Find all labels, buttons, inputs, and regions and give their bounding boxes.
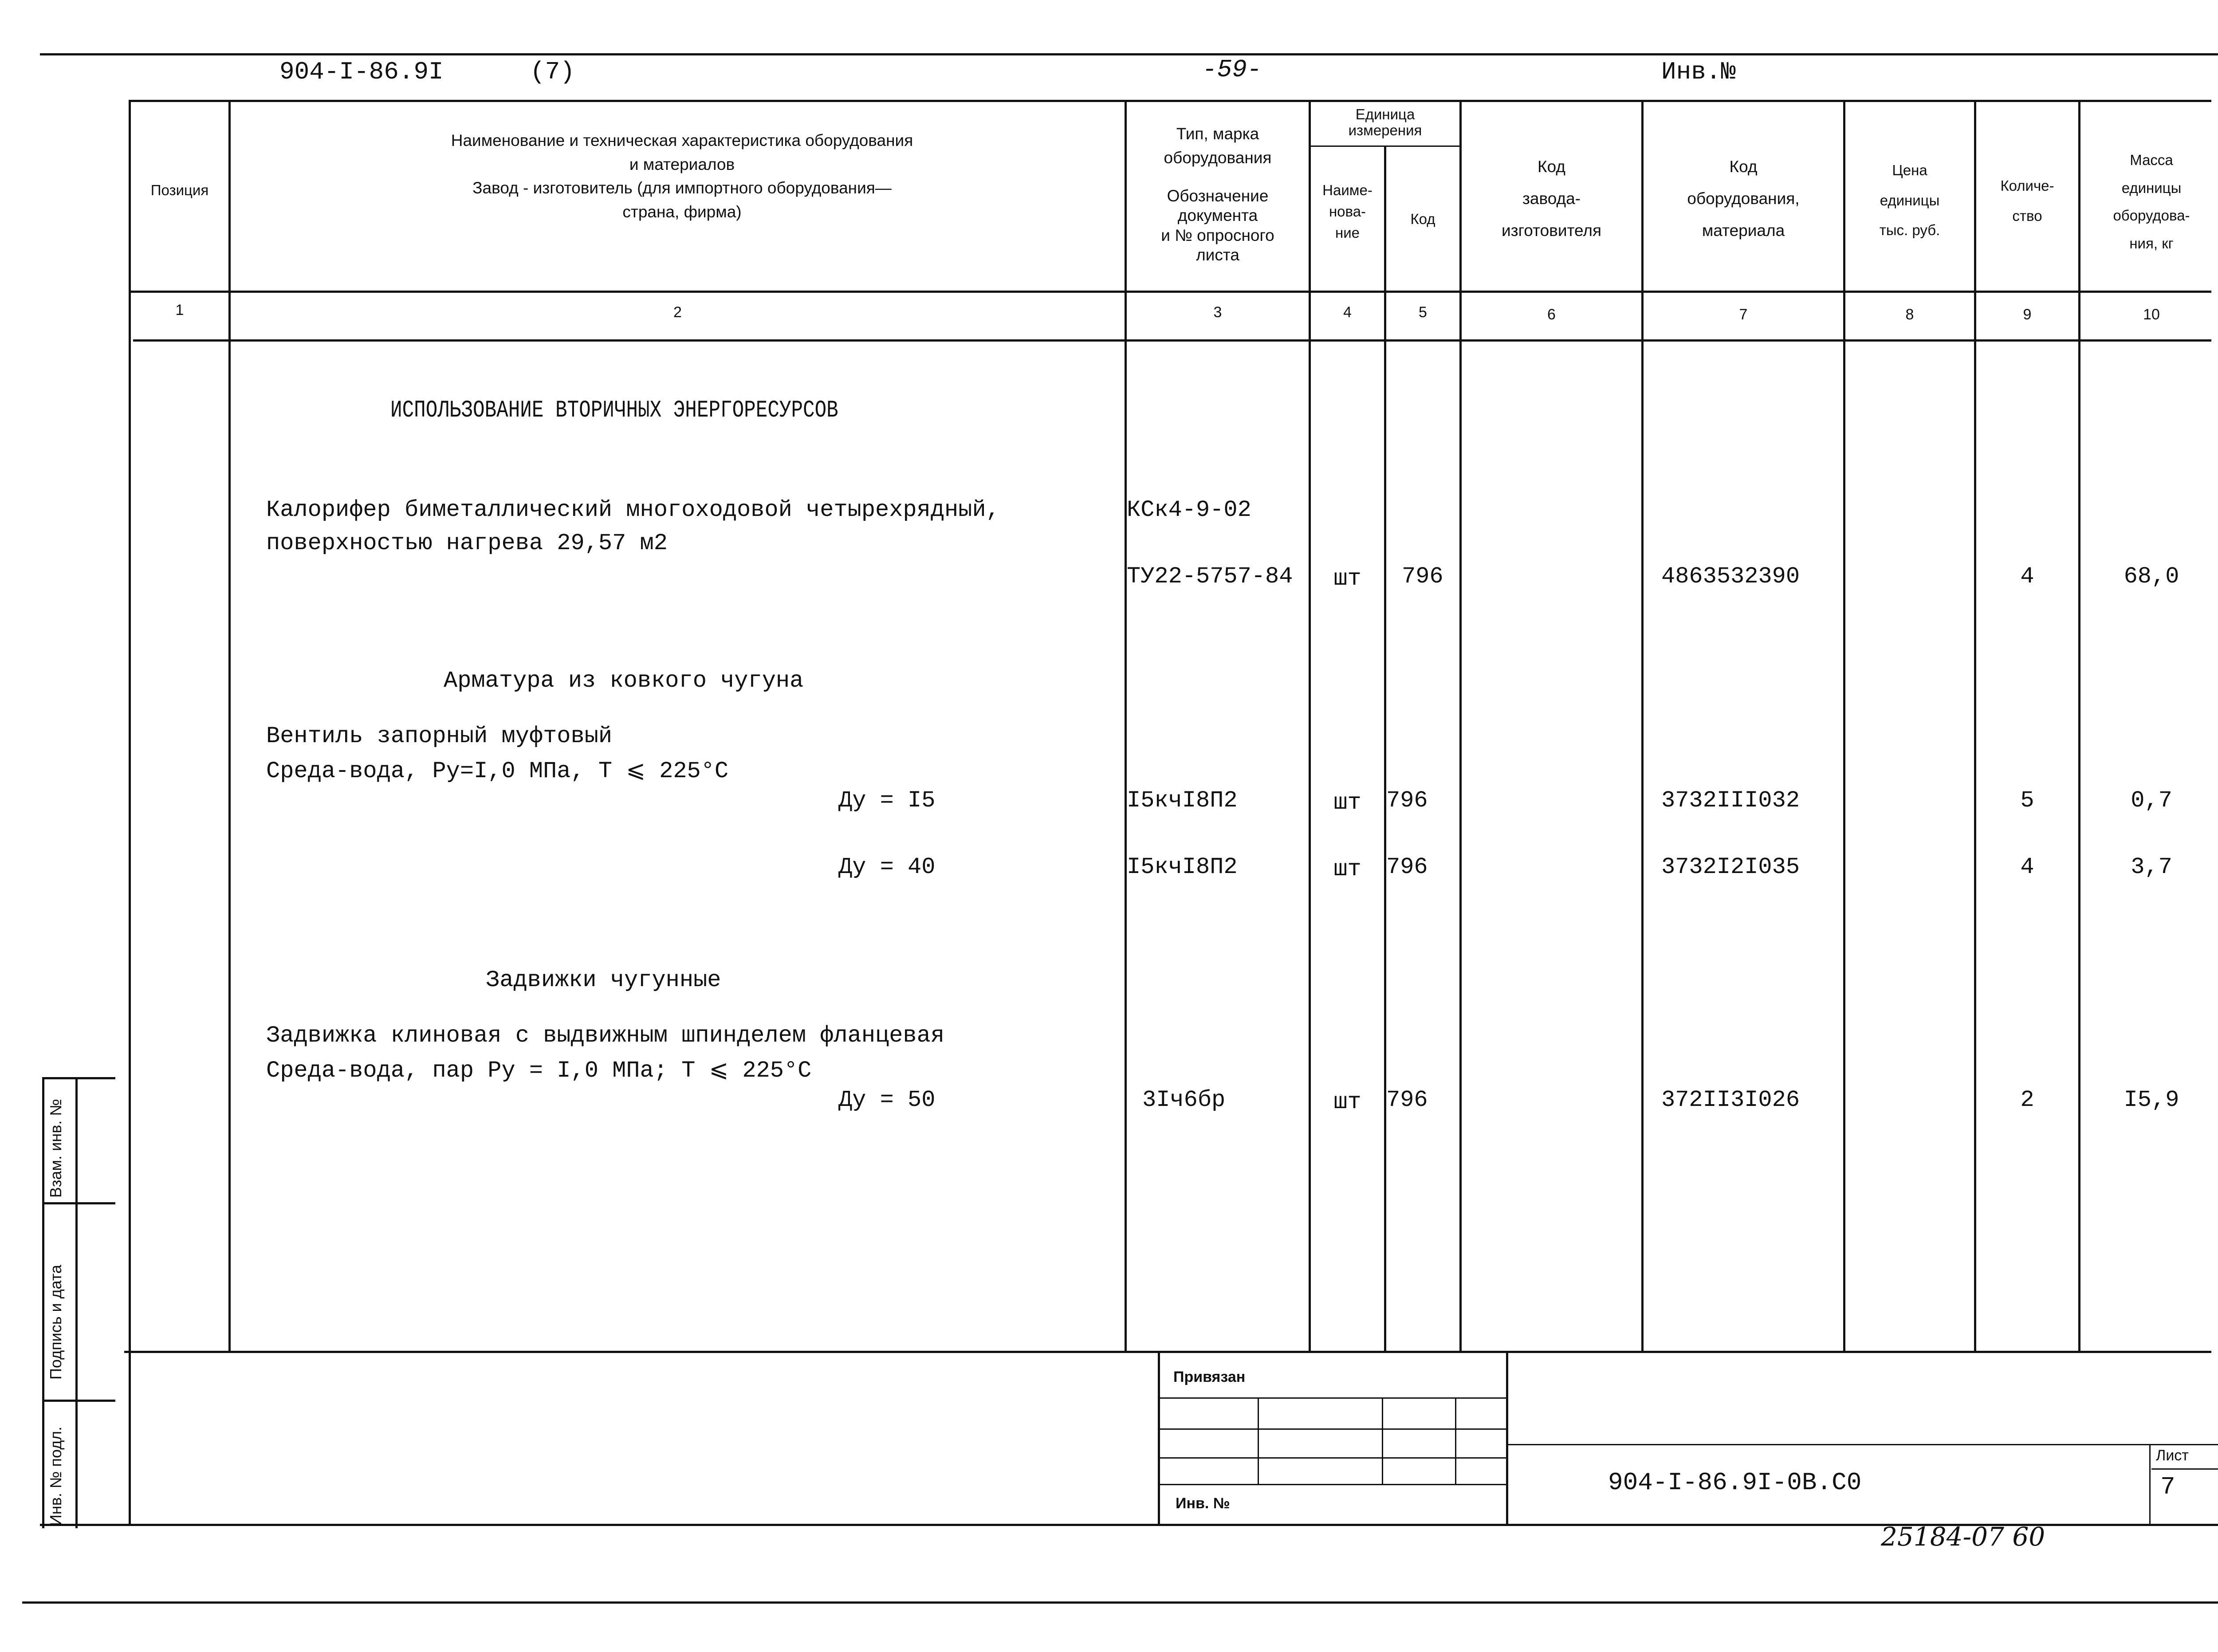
title-block-right-line bbox=[1506, 1353, 1508, 1526]
item-nominal-size: Ду = 40 bbox=[838, 854, 936, 880]
document-part: (7) bbox=[530, 58, 575, 86]
table-bottom-line bbox=[124, 1351, 2211, 1353]
col-line-6 bbox=[1459, 100, 1462, 1353]
group-title: Задвижки чугунные bbox=[486, 967, 721, 993]
item-equipment-code: 3732I2I035 bbox=[1661, 854, 1800, 880]
side-stamp-left-line bbox=[42, 1078, 44, 1528]
item-description: Вентиль запорный муфтовый bbox=[266, 723, 613, 749]
title-block-col-line bbox=[1455, 1397, 1456, 1484]
side-stamp-signature-date: Подпись и дата bbox=[47, 1265, 65, 1380]
side-stamp-divider bbox=[42, 1202, 115, 1204]
header-document: Обозначение документа и № опросного листа bbox=[1161, 187, 1274, 264]
item-description: поверхностью нагрева 29,57 м2 bbox=[266, 530, 668, 556]
column-number: 1 bbox=[175, 302, 184, 319]
col-line-4 bbox=[1309, 100, 1311, 1353]
attached-label: Привязан bbox=[1173, 1369, 1246, 1385]
item-equipment-code: 372II3I026 bbox=[1661, 1087, 1800, 1113]
sheet-number: 7 bbox=[2160, 1473, 2175, 1501]
item-type: КСк4-9-02 bbox=[1127, 497, 1251, 523]
column-number: 6 bbox=[1547, 306, 1556, 323]
header-factory-code: Код завода- изготовителя bbox=[1501, 157, 1602, 240]
item-unit: шт bbox=[1333, 856, 1361, 882]
item-unit-code: 796 bbox=[1402, 563, 1443, 590]
item-description: Среда-вода, Ру=I,0 МПа, Т ⩽ 225°С bbox=[266, 758, 729, 784]
item-type: I5кчI8П2 bbox=[1127, 787, 1238, 814]
item-mass: 3,7 bbox=[2131, 854, 2172, 880]
title-block-row-line bbox=[1160, 1428, 1506, 1430]
item-mass: 0,7 bbox=[2131, 787, 2172, 814]
designation-top-line bbox=[1508, 1444, 2218, 1445]
item-quantity: 5 bbox=[2020, 787, 2034, 814]
side-stamp-inner-line bbox=[75, 1078, 78, 1528]
item-document: ТУ22-5757-84 bbox=[1127, 563, 1293, 590]
col-line-5 bbox=[1384, 146, 1386, 1353]
title-block-row-line bbox=[1160, 1457, 1506, 1459]
column-number: 7 bbox=[1739, 306, 1748, 323]
side-stamp-divider bbox=[42, 1400, 115, 1402]
column-number: 8 bbox=[1905, 306, 1914, 323]
header-mass: Масса единицы оборудова- ния, кг bbox=[2113, 152, 2190, 252]
item-mass: I5,9 bbox=[2124, 1087, 2179, 1113]
item-unit-code: 796 bbox=[1386, 787, 1428, 814]
item-description: Задвижка клиновая с выдвижным шпинделем фланцевая bbox=[266, 1023, 945, 1049]
item-description: Калорифер биметаллический многоходовой четырехрядный, bbox=[266, 497, 1000, 523]
sheet-label: Лист bbox=[2156, 1447, 2189, 1464]
col-line-9 bbox=[1974, 100, 1976, 1353]
section-title: ИСПОЛЬЗОВАНИЕ ВТОРИЧНЫХ ЭНЕРГОРЕСУРСОВ bbox=[390, 397, 838, 424]
page-number: -59- bbox=[1202, 55, 1262, 84]
item-type: 3Iч6бр bbox=[1142, 1087, 1226, 1113]
item-unit: шт bbox=[1333, 1089, 1361, 1115]
handwritten-note: 25184-07 60 bbox=[1881, 1522, 2045, 1552]
header-bottom-line bbox=[129, 291, 2211, 293]
column-number: 10 bbox=[2143, 306, 2160, 323]
item-nominal-size: Ду = 50 bbox=[838, 1087, 936, 1113]
col-line-7 bbox=[1641, 100, 1644, 1353]
col-line-8 bbox=[1843, 100, 1845, 1353]
item-nominal-size: Ду = I5 bbox=[838, 787, 936, 814]
side-stamp-top-line bbox=[42, 1077, 115, 1079]
unit-group-line bbox=[1311, 146, 1459, 147]
title-block-col-line bbox=[1258, 1397, 1259, 1484]
column-number: 3 bbox=[1213, 304, 1222, 321]
item-quantity: 4 bbox=[2020, 563, 2034, 590]
item-equipment-code: 3732III032 bbox=[1661, 787, 1800, 814]
header-unit-code: Код bbox=[1410, 211, 1435, 227]
item-unit: шт bbox=[1333, 790, 1361, 816]
title-block-row-line bbox=[1160, 1484, 1506, 1485]
header-type: Тип, марка оборудования bbox=[1164, 125, 1272, 167]
title-block-col-line bbox=[1382, 1397, 1383, 1484]
item-unit-code: 796 bbox=[1386, 854, 1428, 880]
col-line-10 bbox=[2078, 100, 2080, 1353]
inventory-label: Инв.№ bbox=[1661, 58, 1736, 86]
top-frame-line bbox=[40, 53, 2218, 55]
col-line-2 bbox=[228, 100, 231, 1353]
title-block-left-line bbox=[1158, 1353, 1160, 1526]
column-numbers-bottom-line bbox=[133, 339, 2211, 342]
item-description: Среда-вода, пар Ру = I,0 МПа; Т ⩽ 225°С bbox=[266, 1058, 812, 1084]
item-quantity: 2 bbox=[2020, 1087, 2034, 1113]
side-stamp-original-inv: Инв. № подл. bbox=[47, 1426, 65, 1526]
item-mass: 68,0 bbox=[2124, 563, 2179, 590]
table-top-line bbox=[129, 100, 2211, 102]
header-name: Наименование и техническая характеристика оборудования и материалов Завод - изготовитель (для импортного оборудования— страна, фирма) bbox=[451, 131, 913, 221]
header-price: Цена единицы тыс. руб. bbox=[1879, 162, 1940, 239]
item-equipment-code: 4863532390 bbox=[1661, 563, 1800, 590]
header-unit-name: Наиме- нова- ние bbox=[1322, 182, 1372, 241]
column-number: 2 bbox=[673, 304, 682, 321]
header-quantity: Количе- ство bbox=[2000, 177, 2054, 224]
column-number: 9 bbox=[2023, 306, 2032, 323]
page-bottom-line bbox=[22, 1601, 2218, 1604]
item-quantity: 4 bbox=[2020, 854, 2034, 880]
header-position: Позиция bbox=[150, 182, 209, 198]
column-number: 4 bbox=[1343, 304, 1352, 321]
column-number: 5 bbox=[1419, 304, 1427, 321]
side-stamp-replacement-inv: Взам. инв. № bbox=[47, 1098, 65, 1198]
item-type: I5кчI8П2 bbox=[1127, 854, 1238, 880]
title-block-row-line bbox=[1160, 1397, 1506, 1399]
header-unit-group: Единица измерения bbox=[1348, 106, 1422, 139]
document-code: 904-I-86.9I bbox=[279, 58, 444, 86]
col-line-3 bbox=[1125, 100, 1127, 1353]
document-designation: 904-I-86.9I-0B.C0 bbox=[1608, 1468, 1862, 1497]
group-title: Арматура из ковкого чугуна bbox=[444, 668, 804, 694]
item-unit-code: 796 bbox=[1386, 1087, 1428, 1113]
sheet-box-line bbox=[2149, 1444, 2151, 1524]
inventory-number-label: Инв. № bbox=[1176, 1495, 1230, 1512]
header-equipment-code: Код оборудования, материала bbox=[1687, 157, 1800, 240]
sheet-box-divider bbox=[2151, 1468, 2218, 1470]
item-unit: шт bbox=[1333, 566, 1361, 592]
